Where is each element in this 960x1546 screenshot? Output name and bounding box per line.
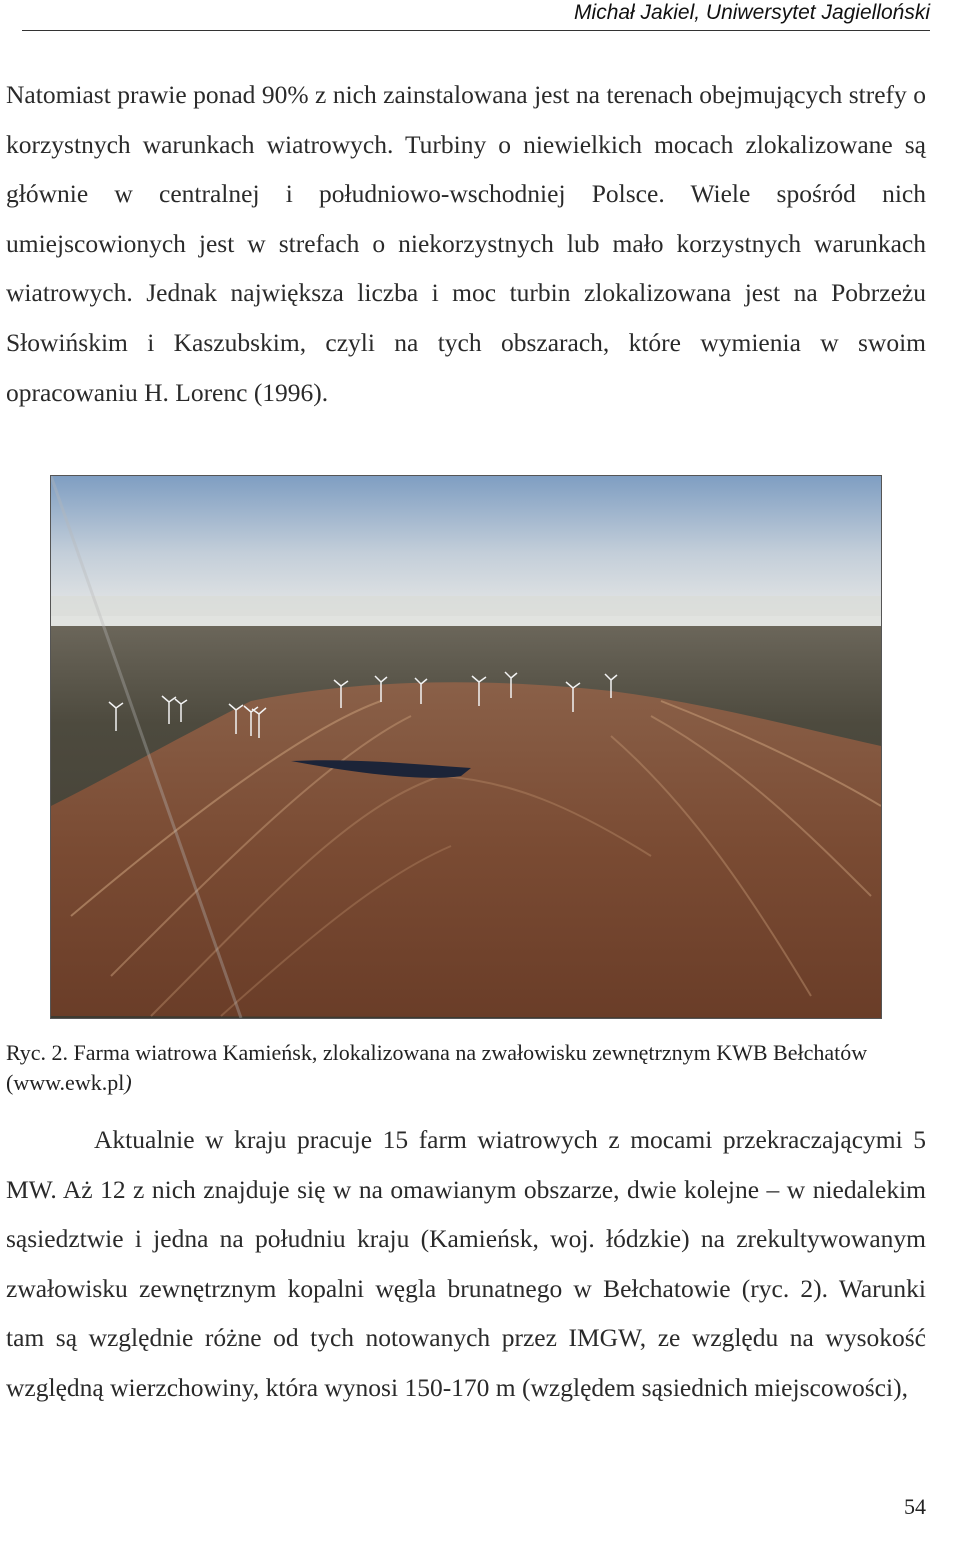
aerial-photo-wind-farm xyxy=(51,476,881,1018)
paragraph-1: Natomiast prawie ponad 90% z nich zainstalowana jest na terenach obejmujących strefy o korzystnych warunkach wiatrowych. Turbiny o niewielkich mocach zlokalizowane są głównie w centralnej i południowo-wschodniej Polsce. Wiele spośród nich umiejscowionych jest w strefach o niekorzystnych lub mało korzystnych warunkach wiatrowych. Jednak największa liczba i moc turbin zlokalizowana jest na Pobrzeżu Słowińskim i Kaszubskim, czyli na tych obszarach, które wymienia w swoim opracowaniu H. Lorenc (1996). xyxy=(6,80,926,407)
caption-main: Ryc. 2. Farma wiatrowa Kamieńsk, zlokalizowana na zwałowisku zewnętrznym KWB Bełchatów (www.ewk.pl xyxy=(6,1040,868,1095)
header-rule xyxy=(22,30,930,31)
caption-tail: ) xyxy=(124,1070,132,1095)
figure-caption xyxy=(6,1038,906,1098)
page-number: 54 xyxy=(904,1494,926,1519)
paragraph-2: Aktualnie w kraju pracuje 15 farm wiatrowych z mocami przekraczającymi 5 MW. Aż 12 z nich znajduje się w na omawianym obszarze, dwie kolejne – w niedalekim sąsiedztwie i jedna na południu kraju (Kamieńsk, woj. łódzkie) na zrekultywowanym zwałowisku zewnętrznym kopalni węgla brunatnego w Bełchatowie (ryc. 2). Warunki tam są względnie różne od tych notowanych przez IMGW, ze względu na wysokość względną wierzchowiny, która wynosi 150-170 m (względem sąsiednich miejscowości), xyxy=(6,1125,926,1402)
figure-photo xyxy=(50,475,882,1019)
running-header xyxy=(0,0,960,32)
sky xyxy=(51,476,881,616)
header-author: Michał Jakiel, Uniwersytet Jagielloński xyxy=(574,1,930,24)
